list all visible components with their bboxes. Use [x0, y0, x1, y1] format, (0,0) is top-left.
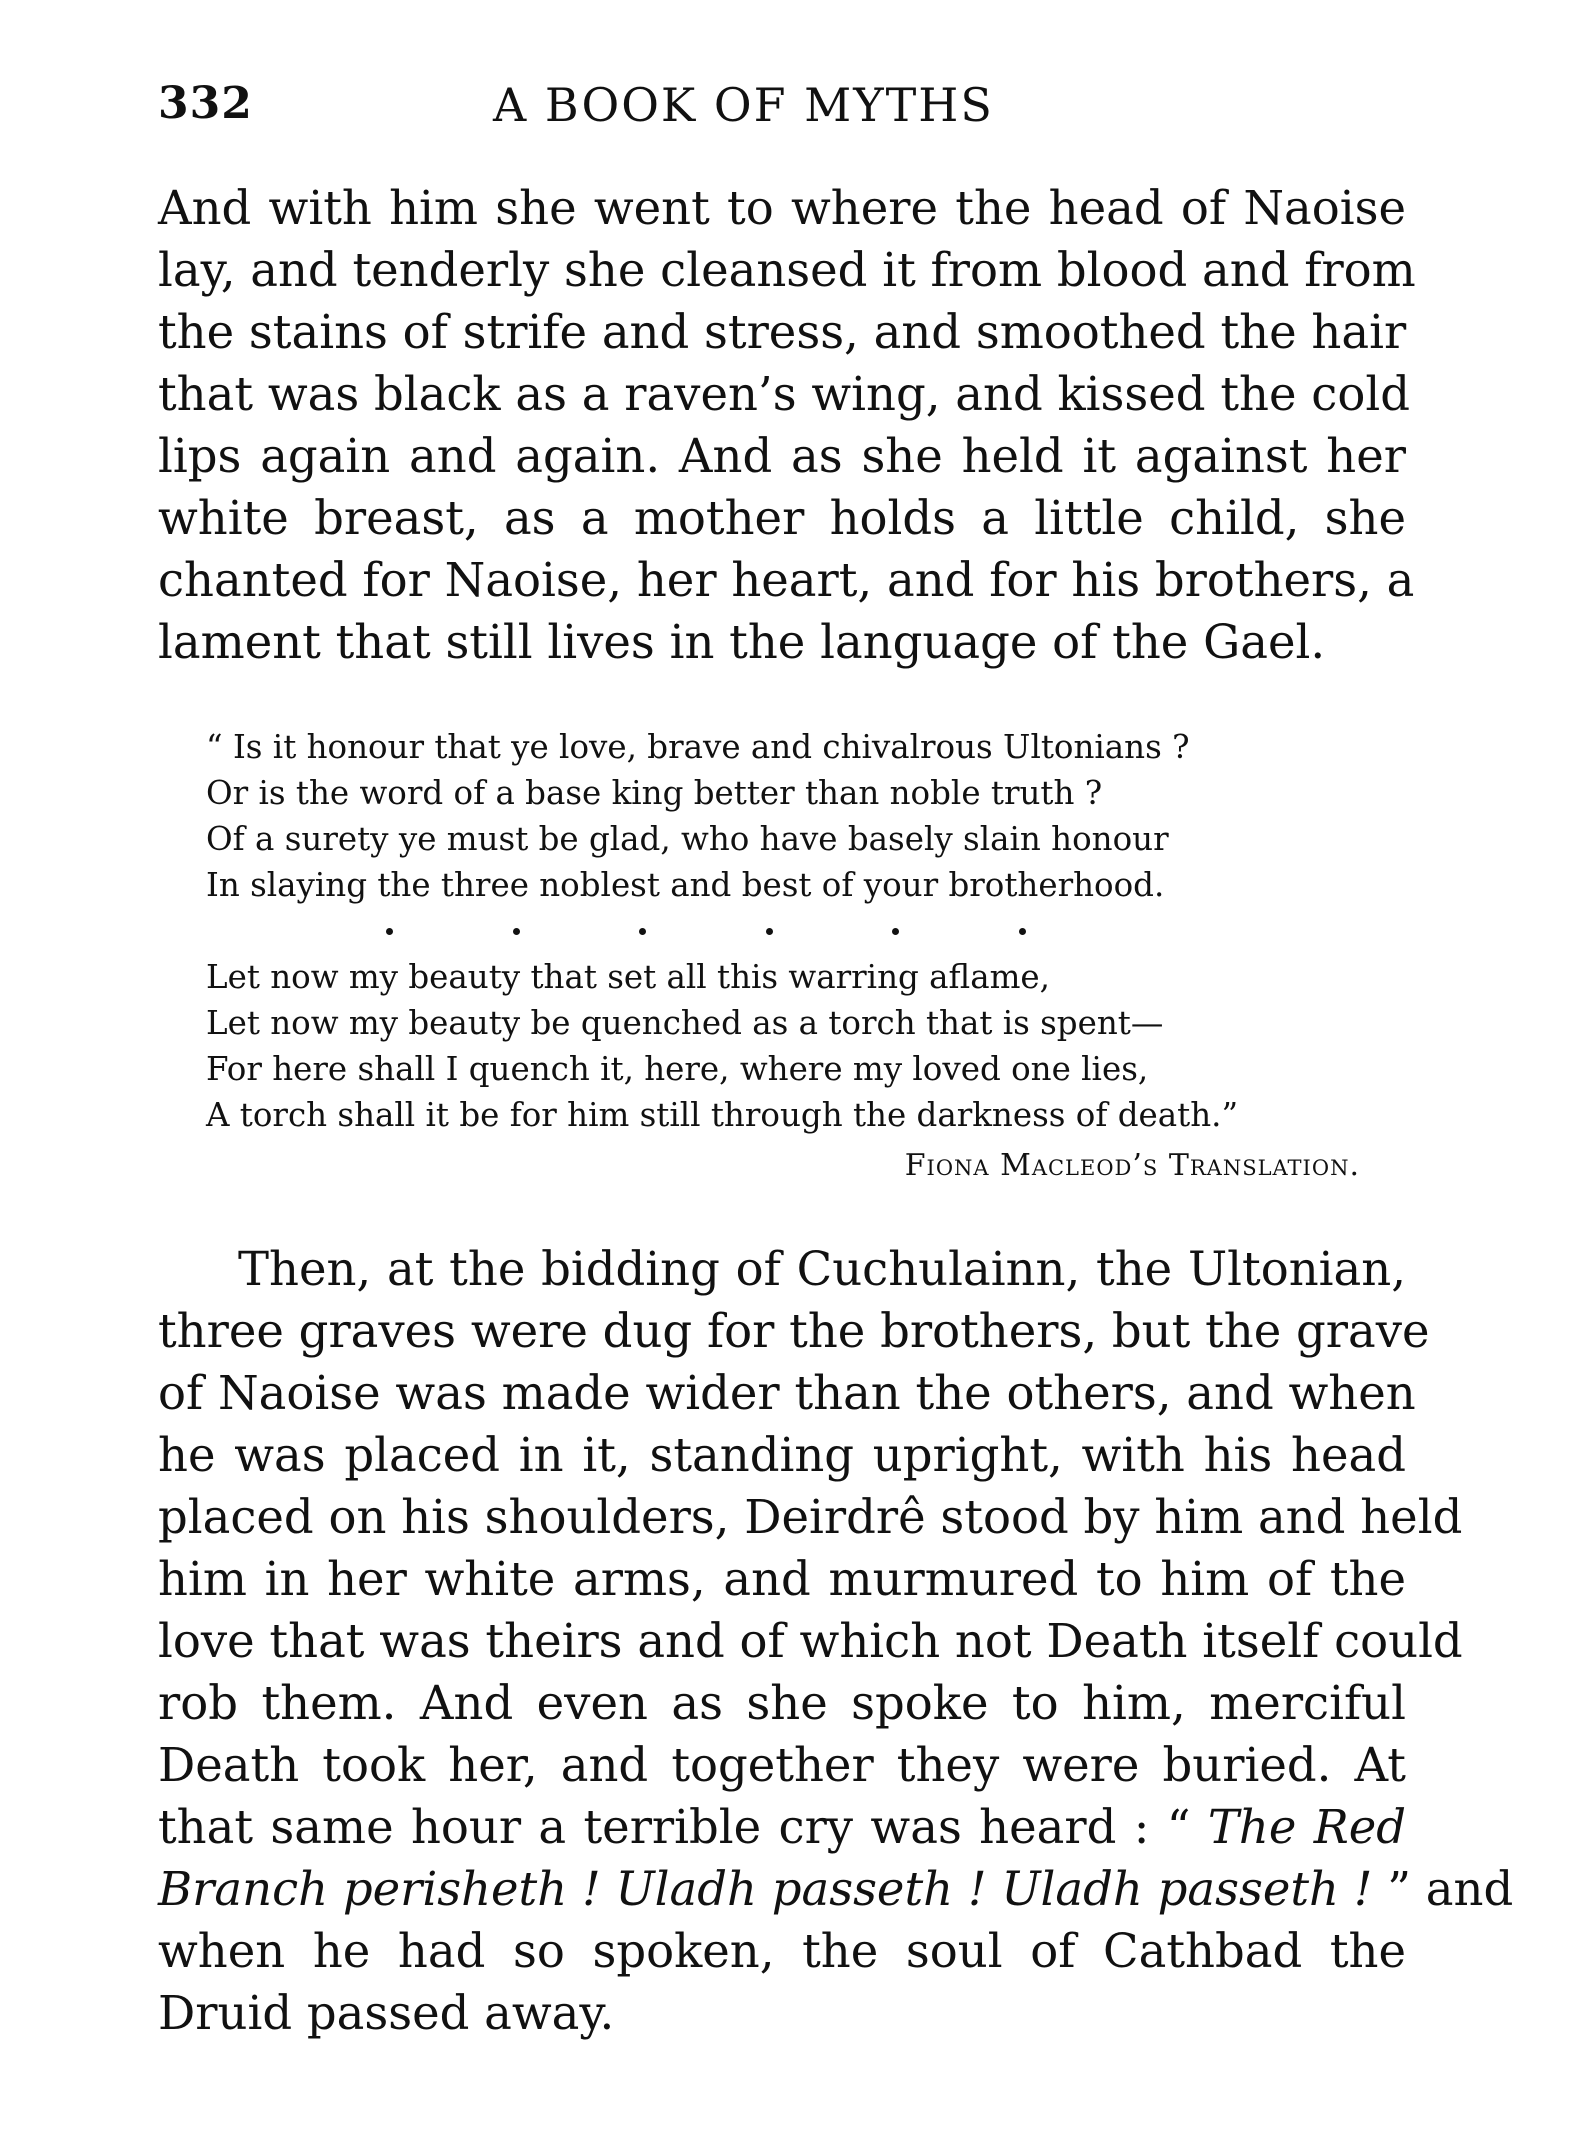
page-number: 332: [158, 78, 253, 129]
text-line: when he had so spoken, the soul of Cathbad the: [158, 1924, 1406, 1978]
dot: [639, 928, 646, 935]
running-title: A BOOK OF MYTHS: [493, 78, 994, 132]
text-line: of Naoise was made wider than the others, and when: [158, 1366, 1416, 1420]
text-line: Then, at the bidding of Cuchulainn, the Ultonian,: [238, 1242, 1406, 1296]
paragraph-2: [158, 1238, 1514, 2044]
text-line: rob them. And even as she spoke to him, merciful: [158, 1676, 1406, 1730]
verse-line: In slaying the three noblest and best of your brotherhood.: [206, 866, 1165, 904]
ellipsis-dots: [386, 908, 1026, 954]
text-line: And with him she went to where the head of Naoise: [158, 181, 1406, 235]
dot: [1019, 928, 1026, 935]
text-line: Death took her, and together they were buried. At: [158, 1738, 1406, 1792]
text-line: that was black as a raven’s wing, and kissed the cold: [158, 367, 1410, 421]
text-line: three graves were dug for the brothers, but the grave: [158, 1304, 1430, 1358]
lament-verse: [206, 724, 1396, 1138]
text-line: placed on his shoulders, Deirdrê stood by him and held: [158, 1490, 1463, 1544]
text-line: lips again and again. And as she held it against her: [158, 429, 1406, 483]
text-fragment: that same hour a terrible cry was heard : “: [158, 1800, 1208, 1854]
paragraph-1: [158, 177, 1416, 673]
verse-line: A torch shall it be for him still through the darkness of death.”: [206, 1096, 1239, 1134]
italic-quote: Branch perisheth ! Uladh passeth ! Uladh passeth !: [158, 1862, 1373, 1916]
text-line: lay, and tenderly she cleansed it from blood and from: [158, 243, 1416, 297]
text-line: the stains of strife and stress, and smoothed the hair: [158, 305, 1407, 359]
verse-line: “ Is it honour that ye love, brave and chivalrous Ultonians ?: [206, 728, 1190, 766]
text-line: lament that still lives in the language of the Gael.: [158, 615, 1326, 669]
dot: [386, 928, 393, 935]
text-line: [158, 1796, 1406, 1858]
text-line: Druid passed away.: [158, 1986, 615, 2040]
text-line: white breast, as a mother holds a little child, she: [158, 491, 1406, 545]
verse-line: Let now my beauty be quenched as a torch that is spent—: [206, 1004, 1164, 1042]
text-line: chanted for Naoise, her heart, and for his brothers, a: [158, 553, 1415, 607]
dot: [892, 928, 899, 935]
dot: [766, 928, 773, 935]
translation-attribution: Fiona Macleod’s Translation.: [904, 1148, 1360, 1183]
verse-line: Or is the word of a base king better than noble truth ?: [206, 774, 1103, 812]
text-line: [158, 1858, 1514, 1920]
verse-line: Let now my beauty that set all this warring aflame,: [206, 958, 1050, 996]
verse-line: For here shall I quench it, here, where my loved one lies,: [206, 1050, 1149, 1088]
verse-line: Of a surety ye must be glad, who have basely slain honour: [206, 820, 1169, 858]
text-line: he was placed in it, standing upright, with his head: [158, 1428, 1406, 1482]
text-line: him in her white arms, and murmured to him of the: [158, 1552, 1406, 1606]
text-line: love that was theirs and of which not Death itself could: [158, 1614, 1463, 1668]
text-fragment: ” and: [1372, 1862, 1514, 1916]
page-header: [158, 78, 1400, 148]
dot: [513, 928, 520, 935]
italic-quote: The Red: [1207, 1800, 1407, 1854]
